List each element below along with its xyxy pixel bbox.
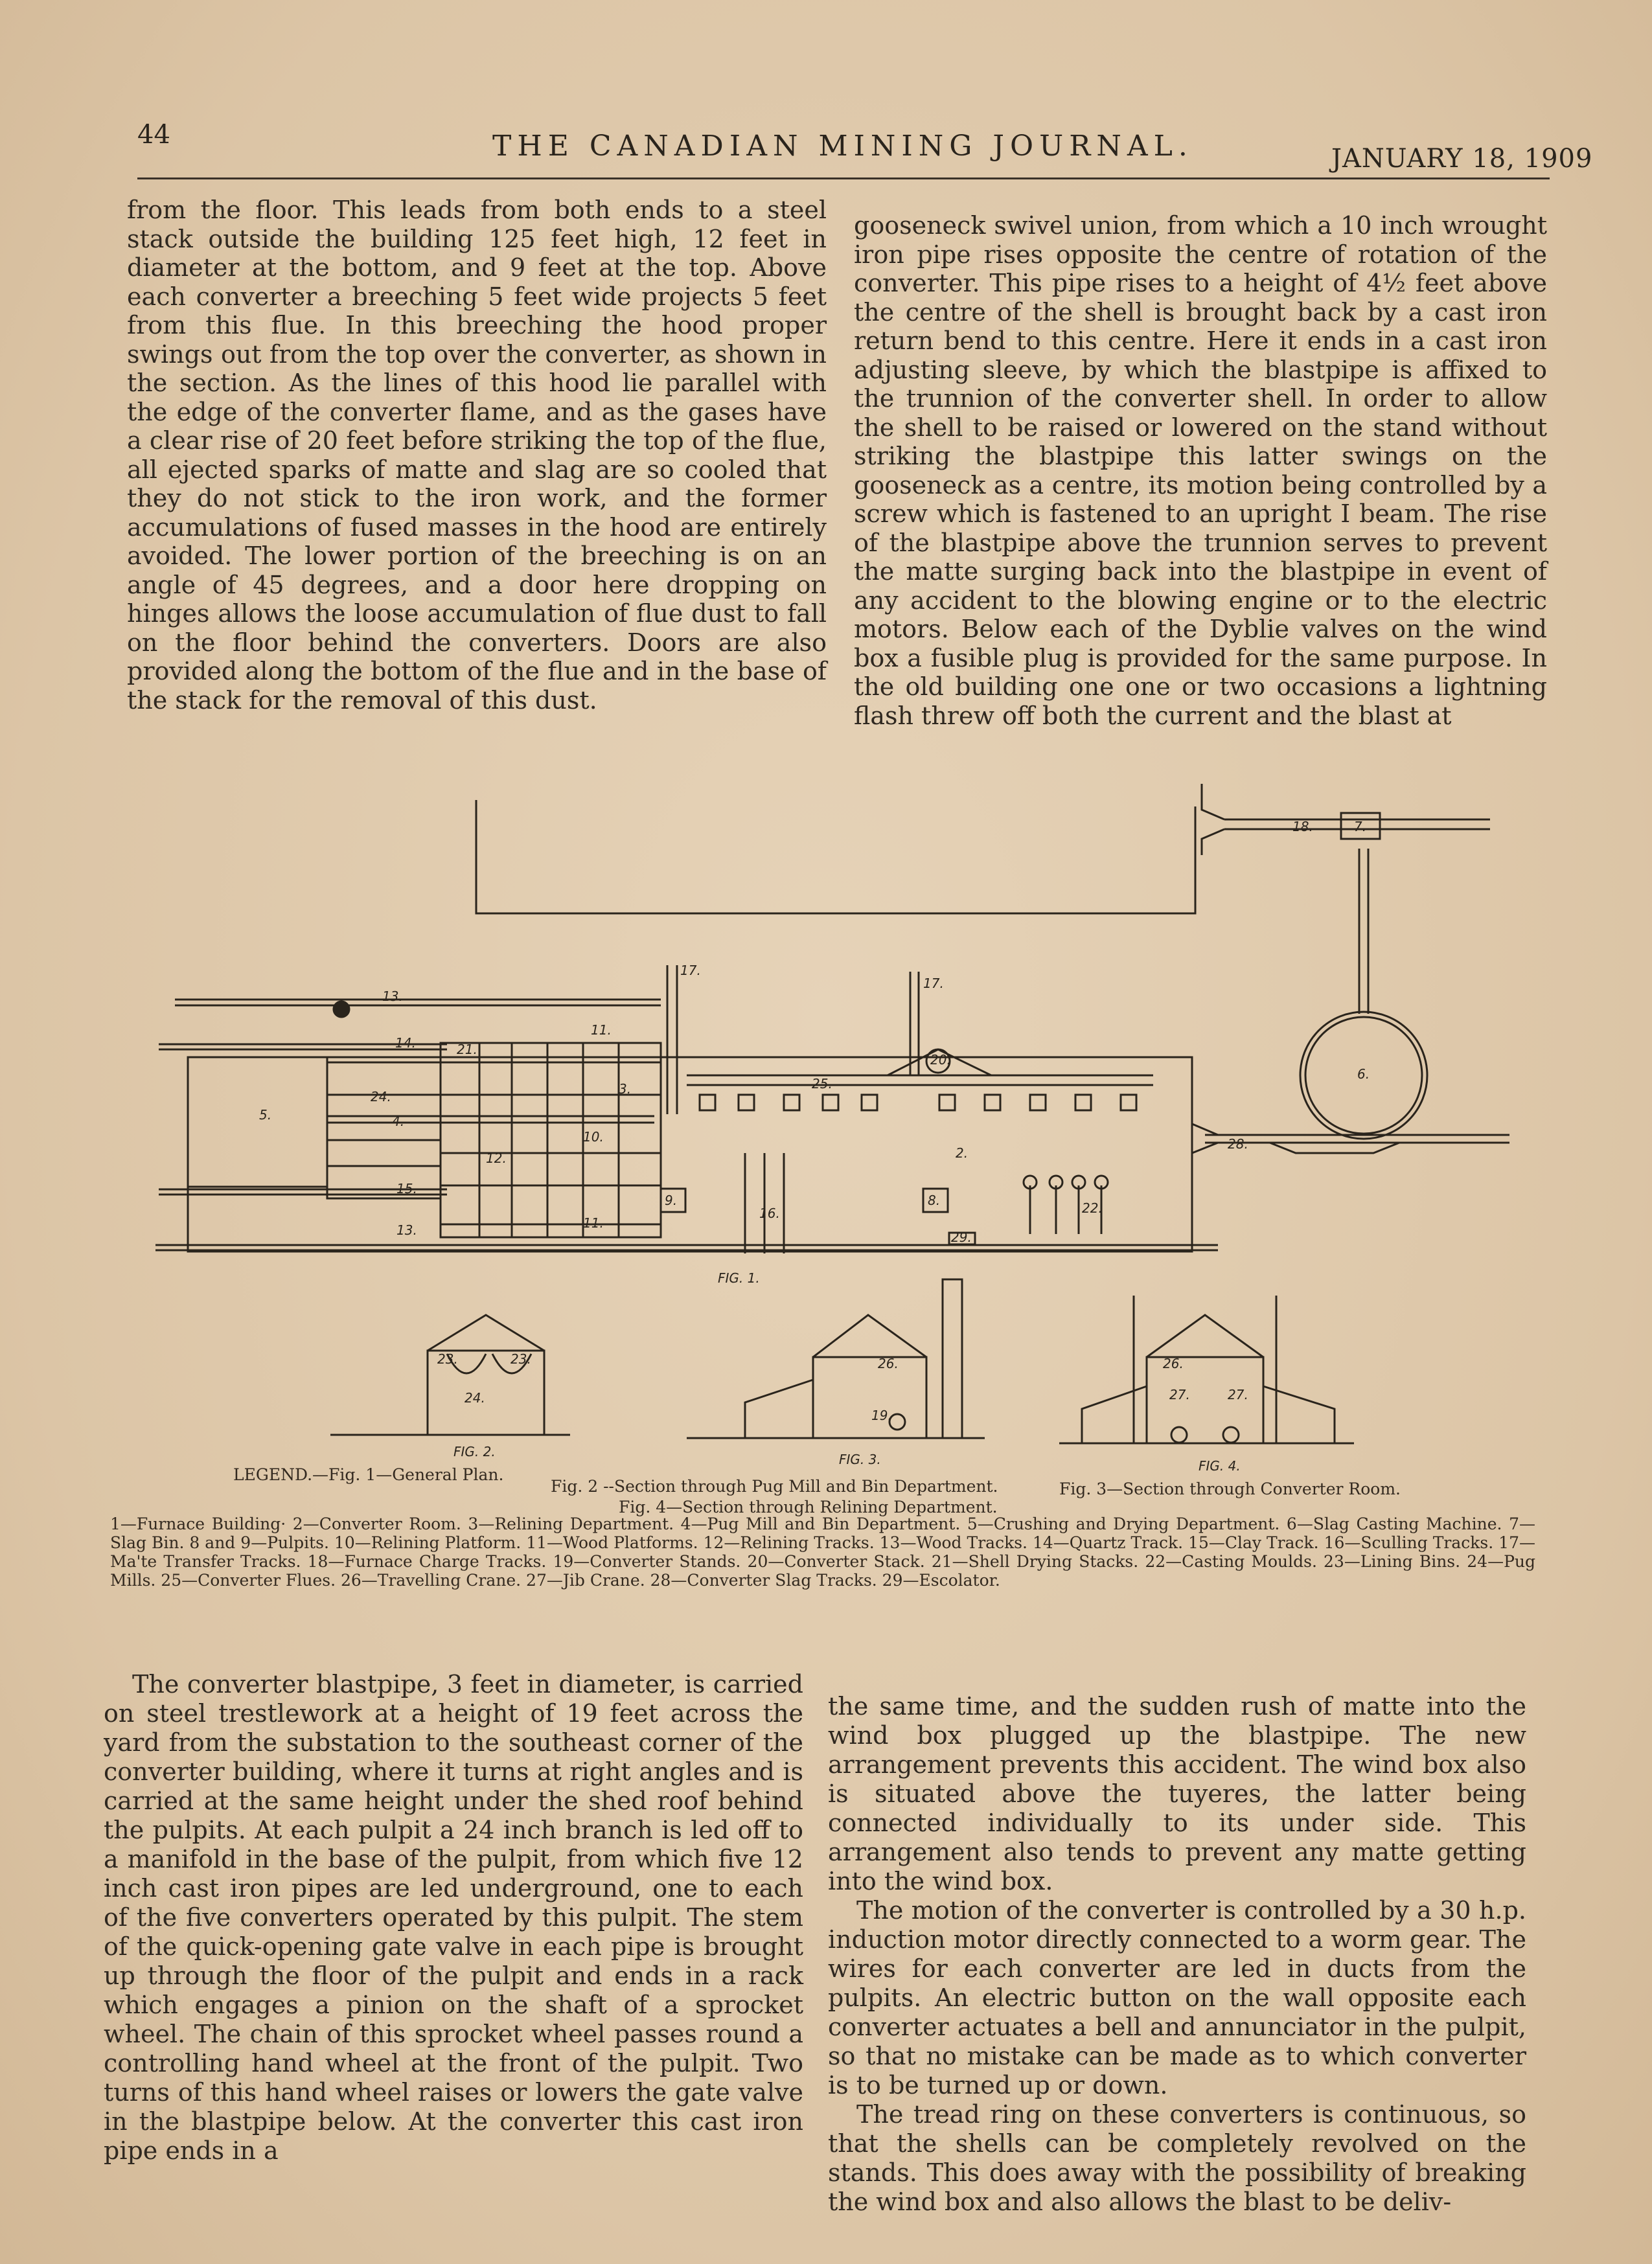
label-17: 17.	[680, 963, 701, 978]
fig2-label: FIG. 2.	[453, 1444, 496, 1459]
label-3: 3.	[619, 1081, 632, 1097]
label-11: 11.	[591, 1022, 612, 1038]
journal-title: THE CANADIAN MINING JOURNAL.	[492, 130, 1193, 163]
legend-fig3: Fig. 3—Section through Converter Room.	[1059, 1480, 1401, 1498]
label-26: 26.	[878, 1356, 899, 1371]
label-4: 4.	[392, 1114, 405, 1129]
label-27: 27.	[1169, 1387, 1190, 1402]
label-22: 22.	[1082, 1200, 1103, 1216]
legend-title: LEGEND.—Fig. 1—General Plan.	[233, 1465, 504, 1484]
label-2: 2.	[956, 1145, 969, 1161]
label-7: 7.	[1354, 819, 1367, 834]
label-25: 25.	[812, 1076, 832, 1092]
label-12: 12.	[486, 1150, 507, 1166]
label-27b: 27.	[1228, 1387, 1248, 1402]
label-13b: 13.	[396, 1222, 417, 1238]
fig3-label: FIG. 3.	[839, 1452, 881, 1467]
label-26b: 26.	[1163, 1356, 1184, 1371]
label-6: 6.	[1357, 1066, 1370, 1082]
ink-blot	[334, 1001, 349, 1017]
fig1-label: FIG. 1.	[718, 1270, 760, 1286]
page-number: 44	[137, 120, 170, 150]
paragraph: The tread ring on these converters is continuous, so that the shells can be completely revolved on the stands. This does away with the possibility of breaking the wind box and also allows the blast to be deliv-	[828, 2100, 1526, 2216]
fig4-label: FIG. 4.	[1199, 1458, 1241, 1474]
label-10: 10.	[583, 1129, 604, 1145]
label-19: 19.	[871, 1408, 892, 1423]
legend-fig4: Fig. 4—Section through Relining Department.	[619, 1498, 998, 1516]
relining-department	[441, 1043, 661, 1237]
pug-mill-department	[327, 1062, 441, 1198]
label-15: 15.	[396, 1181, 417, 1196]
furnace-building-outline	[188, 1057, 1192, 1252]
fig3-building	[813, 1357, 926, 1438]
label-9: 9.	[665, 1193, 678, 1208]
paragraph: from the floor. This leads from both ends to a steel stack outside the building 125 feet high, 12 feet in diameter at the bottom, and 9 feet at the top. Above each converter a breeching 5 feet wide projects 5 feet from this flue. In this breeching the hood proper swings out from the top over the converter, as shown in the section. As the lines of this hood lie parallel with the edge of the converter flame, and as the gases have a clear rise of 20 feet before striking the top of the flue, all ejected sparks of matte and slag are so cooled that they do not stick to the iron work, and the former accumulations of fused masses in the hood are entirely avoided. The lower portion of the breeching is on an angle of 45 degrees, and a door here dropping on hinges allows the loose accumulation of flue dust to fall on the floor behind the converters. Doors are also provided along the bottom of the flue and in the base of the stack for the removal of this dust.	[127, 196, 827, 715]
label-21: 21.	[457, 1042, 477, 1057]
label-11b: 11.	[583, 1215, 604, 1231]
label-16: 16.	[759, 1206, 780, 1221]
label-28: 28.	[1228, 1136, 1248, 1152]
label-18: 18.	[1292, 819, 1313, 834]
label-13: 13.	[382, 989, 403, 1004]
converter-flue-outline	[476, 800, 1195, 913]
label-20: 20.	[930, 1052, 951, 1068]
legend-entries: 1—Furnace Building· 2—Converter Room. 3—Relining Department. 4—Pug Mill and Bin Department. 5—Crushing and Drying Department. 6—Slag Casting Machine. 7—Slag Bin. 8 and 9—Pulpits. 10—Relining Platform. 11—Wood Platforms. 12—Relining Tracks. 13—Wood Tracks. 14—Quartz Track. 15—Clay Track. 16—Sculling Tracks. 17—Ma'te Transfer Tracks. 18—Furnace Charge Tracks. 19—Converter Stands. 20—Converter Stack. 21—Shell Drying Stacks. 22—Casting Moulds. 23—Lining Bins. 24—Pug Mills. 25—Converter Flues. 26—Travelling Crane. 27—Jib Crane. 28—Converter Slag Tracks. 29—Escolator.	[110, 1515, 1535, 1590]
paragraph: The motion of the converter is controlled by a 30 h.p. induction motor directly connected to a worm gear. The wires for each converter are led in ducts from the pulpits. An electric button on the wall opposite each converter actuates a bell and annunciator in the pulpit, so that no mistake can be made as to which converter is to be turned up or down.	[828, 1896, 1526, 2099]
paragraph: the same time, and the sudden rush of matte into the wind box plugged up the blastpipe. The new arrangement prevents this accident. The wind box also is situated above the tuyeres, the latter being connected individually to its under side. This arrangement also tends to prevent any matte getting into the wind box.	[828, 1692, 1526, 1895]
label-17b: 17.	[923, 976, 944, 991]
legend-fig2: Fig. 2 --Section through Pug Mill and Bin Department.	[551, 1477, 998, 1496]
text-column-bottom-right	[828, 1692, 1526, 2217]
label-24b: 24.	[465, 1390, 485, 1406]
label-8: 8.	[928, 1193, 941, 1208]
paragraph: The converter blastpipe, 3 feet in diameter, is carried on steel trestlework at a height of 19 feet across the yard from the substation to the southeast corner of the converter building, where it turns at right angles and is carried at the same height under the shed roof behind the pulpits. At each pulpit a 24 inch branch is led off to a manifold in the base of the pulpit, from which five 12 inch cast iron pipes are led underground, one to each of the five converters operated by this pulpit. The stem of the quick-opening gate valve in each pipe is brought up through the floor of the pulpit and ends in a rack which engages a pinion on the shaft of a sprocket wheel. The chain of this sprocket wheel passes round a controlling hand wheel at the front of the pulpit. Two turns of this hand wheel raises or lowers the gate valve in the blastpipe below. At the converter this cast iron pipe ends in a	[104, 1670, 803, 2165]
label-23b: 23.	[511, 1351, 531, 1367]
issue-date: JANUARY 18, 1909	[1331, 144, 1593, 174]
label-14: 14.	[395, 1035, 416, 1051]
text-column-bottom-left	[104, 1670, 803, 2166]
paragraph: gooseneck swivel union, from which a 10 inch wrought iron pipe rises opposite the centre of rotation of the converter. This pipe rises to a height of 4½ feet above the centre of the shell is brought back by a cast iron return bend to this centre. Here it ends in a cast iron adjusting sleeve, by which the blastpipe is affixed to the trunnion of the converter shell. In order to allow the shell to be raised or lowered on the stand without striking the blastpipe this latter swings on the gooseneck as a centre, its motion being controlled by a screw which is fastened to an upright I beam. The rise of the blastpipe above the trunnion serves to prevent the matte surging back into the blastpipe in event of any accident to the blowing engine or to the electric motors. Below each of the Dyblie valves on the wind box a fusible plug is provided for the same purpose. In the old building one one or two occasions a lightning flash threw off both the current and the blast at	[854, 211, 1547, 730]
label-5: 5.	[259, 1107, 272, 1123]
label-23: 23.	[437, 1351, 458, 1367]
crushing-department	[188, 1057, 327, 1187]
label-29: 29.	[951, 1229, 972, 1245]
label-24: 24.	[371, 1089, 391, 1104]
fig3-stack	[943, 1279, 962, 1438]
